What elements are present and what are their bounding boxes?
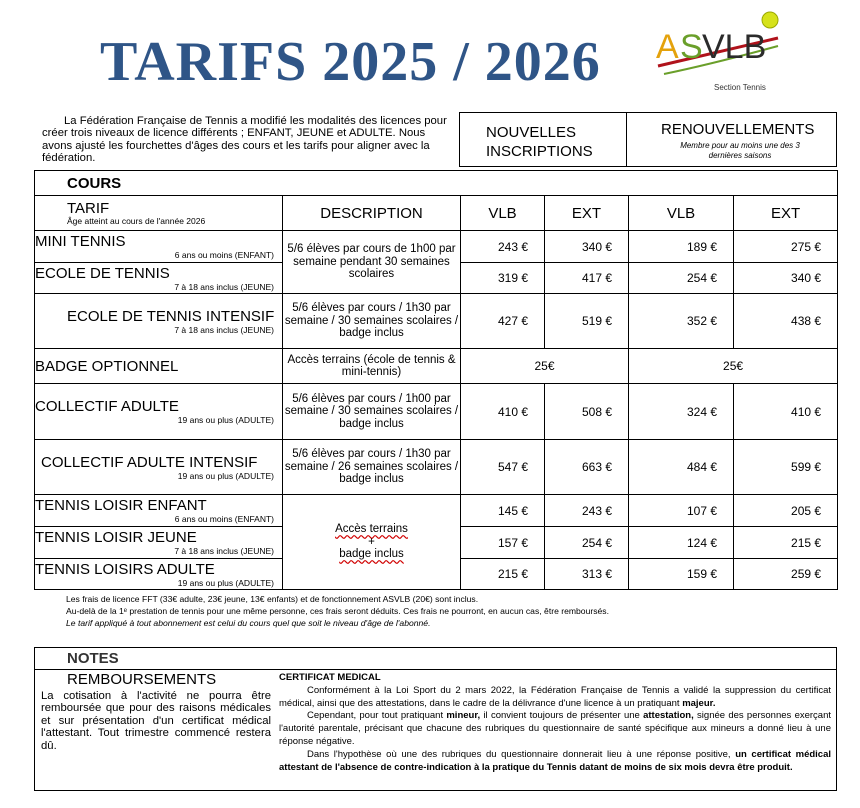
refunds-text: La cotisation à l'activité ne pourra être remboursée que pour des raisons médicales et sur présentation d'un certificat médical l'attestant. Tout trimestre commencé restera dû. [41,690,271,752]
page-title: TARIFS 2025 / 2026 [100,31,601,93]
svg-text:A: A [656,28,679,66]
certificate-paragraph-1: Conformément à la Loi Sport du 2 mars 2022, la Fédération Française de Tennis a validé la suppression du certificat médical, ainsi que des attestations, dans le cadre de la délivrance d'une licence à un pratiquant majeur. [279,684,831,709]
certificate-paragraph-3: Dans l'hypothèse où une des rubriques du questionnaire donnerait lieu à une réponse positive, un certificat médical attestant de l'absence de contre-indication à la pratique du Tennis datant de moins de six mois devra être produit. [279,748,832,773]
renewals-sublabel: Membre pour au moins une des 3 dernières saisons [680,141,800,160]
price-renew-ext: 438 € [734,294,838,349]
asvlb-logo [652,8,787,98]
loisir-description [283,495,461,590]
certificate-paragraph-2: Cependant, pour tout pratiquant mineur, il convient toujours de présenter une attestation, signée des personnes exerçant l'autorité parentale, précisant que chacune des rubriques du questionnaire de santé spécifique aux mineurs a donné lieu à une réponse négative. [279,710,831,747]
new-registrations-label: NOUVELLES INSCRIPTIONS [486,124,593,160]
footnote-2: Au-delà de la 1ᵉ prestation de tennis pour une même personne, ces frais seront déduits. Ces frais ne pourront, en aucun cas, être remboursés. [66,606,609,616]
course-name: MINI TENNIS [35,233,126,250]
price-new-vlb: 157 € [461,527,545,559]
price-new-vlb: 410 € [461,384,545,440]
table-row [35,294,838,349]
price-renew-vlb: 484 € [629,440,734,495]
notes-section [34,647,837,791]
intro-text: La Fédération Française de Tennis a modifié les modalités des licences pour créer trois niveaux de licence différents ; ENFANT, JEUNE et ADULTE. Nous avons ajusté les fourchettes d'âges des cours et les tarifs pour aligner avec la fédération. [42,115,447,164]
tariff-table [34,170,838,590]
price-renew-ext: 205 € [734,495,838,527]
course-age: 19 ans ou plus (ADULTE) [177,577,274,588]
notes-title: NOTES [67,650,119,667]
price-renew-vlb: 159 € [629,559,734,590]
course-age: 7 à 18 ans inclus (JEUNE) [174,281,274,292]
col-description: DESCRIPTION [283,196,461,231]
badge-price-renew: 25€ [629,349,838,384]
price-new-ext: 243 € [545,495,629,527]
course-name: COLLECTIF ADULTE INTENSIF [41,453,258,471]
loisir-desc-line1: Accès terrains [335,523,408,536]
price-renew-vlb: 107 € [629,495,734,527]
section-title: COURS [35,171,838,196]
section-row [35,171,838,196]
course-name-cell [35,527,283,559]
course-name: BADGE OPTIONNEL [35,357,179,375]
certificate-title: CERTIFICAT MEDICAL [279,672,381,683]
col-renew-ext: EXT [734,196,838,231]
price-new-vlb: 215 € [461,559,545,590]
course-age: 6 ans ou moins (ENFANT) [174,250,274,260]
refunds-block [35,670,275,790]
course-age: 19 ans ou plus (ADULTE) [177,415,274,425]
svg-text:Section Tennis: Section Tennis [714,83,766,92]
course-name-text: ECOLE DE TENNIS INTENSIF [67,307,275,325]
footnote-1: Les frais de licence FFT (33€ adulte, 23€ jeune, 13€ enfants) et de fonctionnement ASVLB (20€) sont inclus. [66,594,479,604]
price-new-ext: 417 € [545,263,629,294]
course-age: 19 ans ou plus (ADULTE) [177,470,274,481]
table-row [35,495,838,527]
course-name-cell [35,384,283,440]
course-description: 5/6 élèves par cours / 1h30 par semaine / 26 semaines scolaires / badge inclus [283,440,461,495]
course-name: ECOLE DE TENNIS [35,264,170,282]
course-name: TENNIS LOISIR JEUNE [35,529,197,546]
price-new-vlb: 427 € [461,294,545,349]
renewals-header [627,112,837,167]
course-name-cell [35,495,283,527]
col-new-vlb: VLB [461,196,545,231]
medical-certificate-block [279,672,831,774]
price-new-vlb: 243 € [461,231,545,263]
price-new-vlb: 547 € [461,440,545,495]
loisir-desc-line2: badge inclus [339,548,404,561]
col-tarif-sublabel: Âge atteint au cours de l'année 2026 [67,216,206,226]
course-name-cell [35,231,283,263]
price-new-ext: 313 € [545,559,629,590]
col-tarif [35,196,283,231]
course-description: Accès terrains (école de tennis & mini-tennis) [283,349,461,384]
course-name-cell [35,263,283,294]
price-renew-vlb: 254 € [629,263,734,294]
new-registrations-header [459,112,627,167]
course-name-cell [35,349,283,384]
course-description: 5/6 élèves par cours / 1h00 par semaine / 30 semaines scolaires / badge inclus [283,384,461,440]
table-row [35,384,838,440]
course-name: TENNIS LOISIRS ADULTE [35,560,215,578]
course-name: TENNIS LOISIR ENFANT [35,497,207,514]
notes-header [35,648,836,670]
course-age: 6 ans ou moins (ENFANT) [174,514,274,524]
price-renew-vlb: 124 € [629,527,734,559]
price-new-ext: 340 € [545,231,629,263]
course-name-cell [35,559,283,590]
svg-text:S: S [680,28,703,66]
table-row [35,231,838,263]
footnote-3: Le tarif appliqué à tout abonnement est celui du cours quel que soit le niveau d'âge de l'abonné. [66,618,431,628]
course-name-cell [35,440,283,495]
course-age: 7 à 18 ans inclus (JEUNE) [174,324,274,335]
price-renew-ext: 275 € [734,231,838,263]
table-footnotes [66,593,846,629]
price-new-ext: 663 € [545,440,629,495]
price-renew-ext: 259 € [734,559,838,590]
course-description: 5/6 élèves par cours / 1h30 par semaine / 30 semaines scolaires / badge inclus [283,294,461,349]
price-renew-vlb: 324 € [629,384,734,440]
col-tarif-label: TARIF [67,200,110,217]
renewals-label: RENOUVELLEMENTS [661,121,815,138]
price-renew-ext: 215 € [734,527,838,559]
svg-text:VLB: VLB [702,28,767,66]
price-renew-ext: 599 € [734,440,838,495]
course-description: 5/6 élèves par cours de 1h00 par semaine pendant 30 semaines scolaires [283,231,461,294]
price-new-vlb: 319 € [461,263,545,294]
price-renew-ext: 340 € [734,263,838,294]
badge-price-new: 25€ [461,349,629,384]
col-renew-vlb: VLB [629,196,734,231]
price-renew-vlb: 352 € [629,294,734,349]
course-name: COLLECTIF ADULTE [35,398,179,415]
course-age: 7 à 18 ans inclus (JEUNE) [174,546,274,556]
price-new-ext: 254 € [545,527,629,559]
price-renew-ext: 410 € [734,384,838,440]
price-new-ext: 519 € [545,294,629,349]
price-renew-vlb: 189 € [629,231,734,263]
price-new-ext: 508 € [545,384,629,440]
tennis-ball-icon [762,12,778,28]
column-header-row [35,196,838,231]
col-new-ext: EXT [545,196,629,231]
table-row [35,349,838,384]
course-name-cell [35,294,283,349]
price-new-vlb: 145 € [461,495,545,527]
refunds-title: REMBOURSEMENTS [67,671,217,688]
course-name [41,308,282,325]
table-row [35,440,838,495]
loisir-desc-plus: + [368,535,375,548]
